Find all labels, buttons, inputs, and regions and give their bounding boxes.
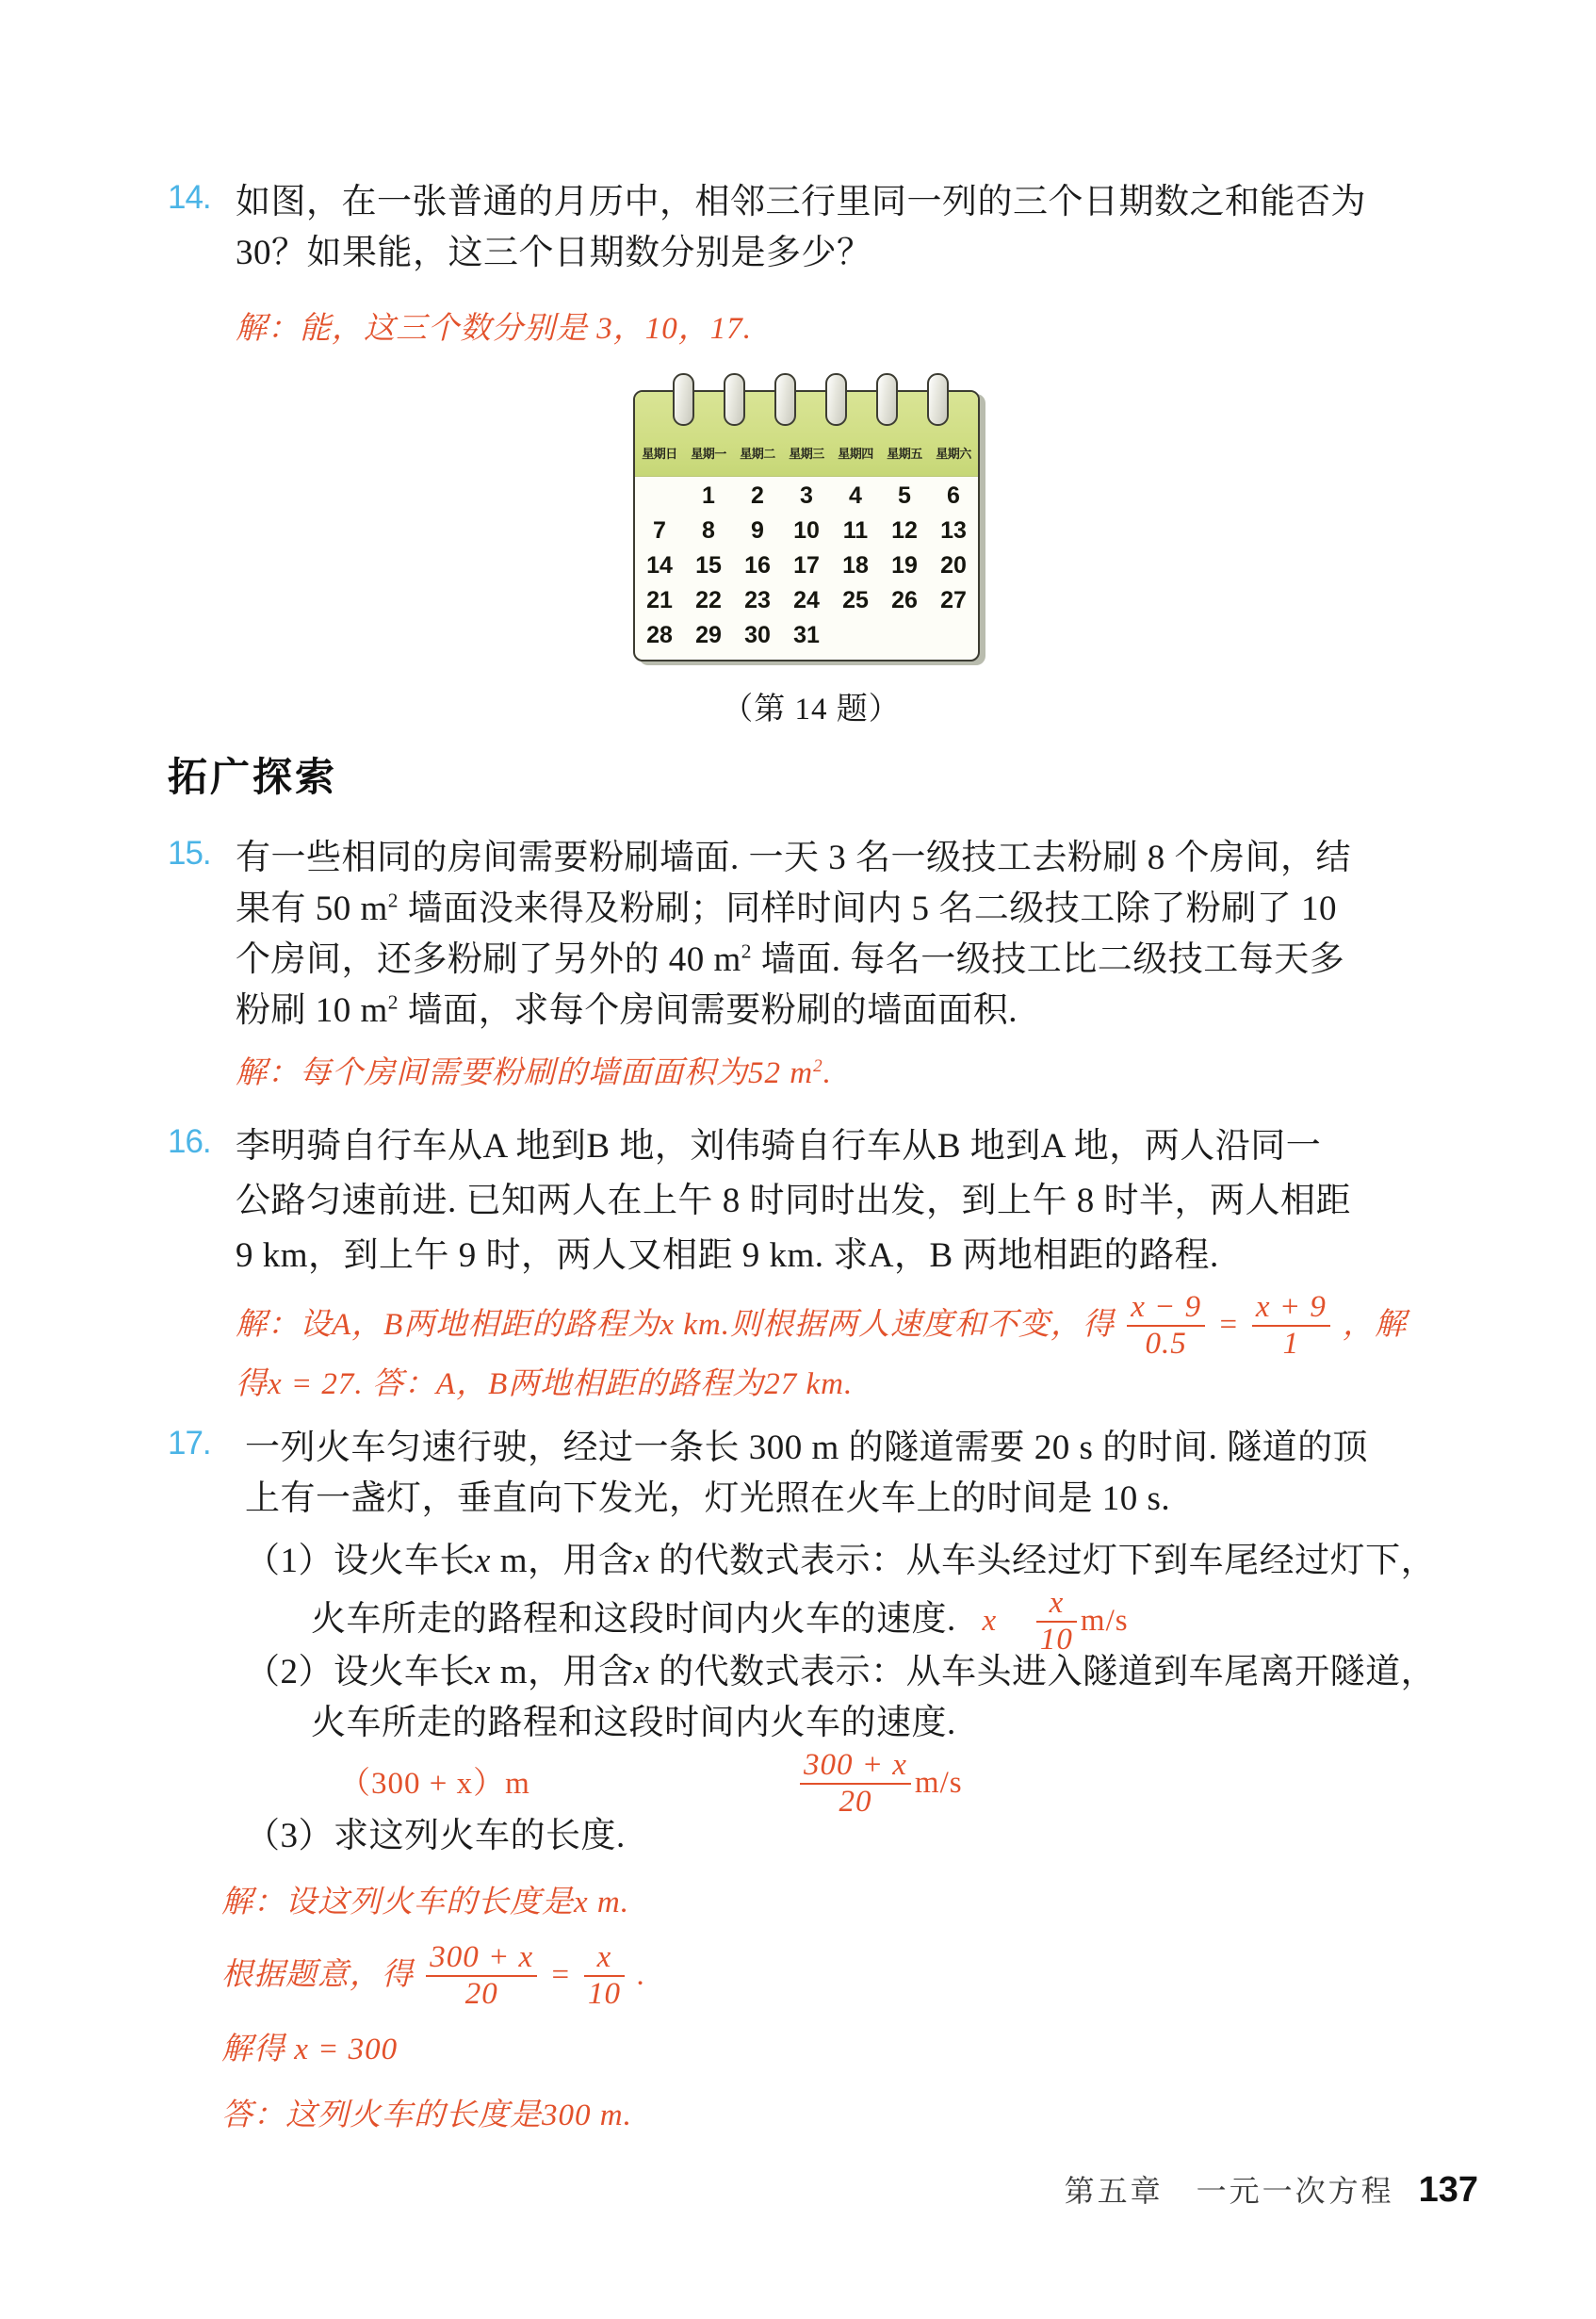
question-17-line-2: 上有一盏灯，垂直向下发光，灯光照在火车上的时间是 10 s. (245, 1479, 1171, 1518)
calendar-day: 1 (702, 482, 715, 509)
calendar-day: 5 (898, 482, 911, 509)
question-17-sub1-line-1 (245, 1536, 1436, 1587)
q15-l3-b: 墙面. 每名一级技工比二级技工每天多 (752, 940, 1345, 979)
q16-ans-a: 解：设A，B两地相距的路程为 (236, 1308, 660, 1343)
sub2-speed-unit: m/s (914, 1766, 963, 1801)
sub2-b: m，用含 (490, 1653, 634, 1691)
sub2-c: 的代数式表示：从车头进入隧道到车尾离开隧道， (649, 1653, 1437, 1691)
sub2-var-2: x (633, 1653, 650, 1691)
calendar-day: 21 (646, 587, 673, 613)
fraction-x-over-10 (1036, 1587, 1077, 1656)
sub1-answer-speed (1033, 1586, 1129, 1657)
calendar-day-grid (635, 482, 978, 649)
fraction-300-plus-x-over-20 (800, 1749, 911, 1818)
fraction-denominator: 10 (1039, 1622, 1073, 1657)
sub1-l2: 火车所走的路程和这段时间内火车的速度. (311, 1600, 956, 1640)
question-16-answer-line-1 (236, 1290, 1408, 1362)
question-17-answer-line-4: 答：这列火车的长度是300 m. (221, 2099, 632, 2132)
weekday-mon: 星期一 (691, 447, 726, 461)
question-14-line-1: 如图，在一张普通的月历中，相邻三行里同一列的三个日期数之和能否为 (236, 183, 1366, 221)
sub1-speed-unit: m/s (1080, 1604, 1129, 1639)
weekday-sat: 星期六 (936, 447, 971, 461)
calendar-day: 26 (891, 587, 918, 613)
fraction-300-plus-x-over-20 (426, 1941, 537, 2010)
calendar-day: 22 (695, 587, 722, 613)
equals-sign: = (1217, 1308, 1240, 1343)
question-17-sub3-line-1 (245, 1811, 626, 1862)
fraction-numerator: x (1036, 1587, 1077, 1623)
fraction-x-minus-9-over-0-5 (1127, 1291, 1205, 1360)
calendar-day: 11 (842, 517, 869, 544)
fraction-denominator: 0.5 (1145, 1326, 1187, 1361)
sub2-answer-speed (796, 1748, 963, 1820)
question-16-answer-line-2 (236, 1359, 853, 1403)
question-15-answer (236, 1048, 832, 1092)
weekday-tue: 星期二 (740, 447, 775, 461)
calendar-day: 2 (751, 482, 764, 509)
weekday-wed: 星期三 (789, 447, 824, 461)
calendar-day: 14 (646, 552, 673, 579)
calendar-day: 19 (891, 552, 918, 579)
calendar-day: 23 (744, 587, 771, 613)
question-15-line-2 (236, 884, 1337, 935)
question-14-line-2: 30？如果能，这三个日期数分别是多少？ (236, 234, 872, 272)
calendar-day: 4 (849, 482, 862, 509)
fraction-denominator: 10 (587, 1976, 621, 2011)
calendar-day: 25 (842, 587, 869, 613)
q15-ans-sup: 2 (813, 1056, 823, 1076)
q15-ans-a: 解：每个房间需要粉刷的墙面面积为52 m (236, 1056, 814, 1090)
fraction-x-over-10 (584, 1941, 625, 2010)
sub2-var-1: x (475, 1653, 491, 1691)
calendar-day: 16 (744, 552, 771, 579)
calendar-day: 15 (695, 552, 722, 579)
calendar-day: 18 (842, 552, 869, 579)
weekday-thu: 星期四 (838, 447, 873, 461)
question-14-answer: 解：能，这三个数分别是 3，10，17. (236, 312, 752, 346)
section-heading: 拓广探索 (168, 755, 338, 799)
sub2-answer-distance: （300 + x）m (339, 1767, 530, 1801)
q17-ans-var: x (574, 1886, 589, 1919)
q17-ans3-var: x (294, 2033, 309, 2066)
question-15-line-4 (236, 986, 1018, 1037)
calendar-day (880, 622, 929, 649)
question-17-line-1: 一列火车匀速行驶，经过一条长 300 m 的隧道需要 20 s 的时间. 隧道的顶 (245, 1429, 1369, 1467)
fraction-numerator: 300 + x (426, 1941, 537, 1977)
q17-ans-a: 解：设这列火车的长度是 (221, 1886, 574, 1919)
calendar-day: 30 (744, 622, 771, 648)
question-16-line-1: 李明骑自行车从A 地到B 地，刘伟骑自行车从B 地到A 地，两人沿同一 (236, 1127, 1322, 1166)
q17-ans3-b: = 300 (308, 2033, 399, 2066)
question-17-number: 17. (168, 1425, 211, 1462)
q16-ans-b: km.则根据两人速度和不变，得 (674, 1308, 1115, 1343)
calendar-day (635, 482, 684, 510)
sub1-var-1: x (475, 1542, 491, 1580)
fraction-numerator: x + 9 (1252, 1291, 1330, 1327)
question-15-number: 15. (168, 835, 211, 872)
fraction-denominator: 20 (464, 1976, 498, 2011)
calendar-header-band (635, 392, 978, 477)
sub2-label: （2） (245, 1653, 334, 1691)
weekday-sun: 星期日 (642, 447, 677, 461)
fraction-x-plus-9-over-1 (1252, 1291, 1330, 1360)
page-footer (0, 2167, 1596, 2211)
calendar-day: 8 (702, 517, 715, 544)
calendar-day: 7 (653, 517, 666, 544)
q17-ans2-a: 根据题意，得 (221, 1958, 414, 1993)
question-15-line-1: 有一些相同的房间需要粉刷墙面. 一天 3 名一级技工去粉刷 8 个房间，结 (236, 839, 1351, 877)
question-15-line-3 (236, 935, 1344, 986)
question-17-answer-line-2 (221, 1940, 646, 2012)
sub1-var-2: x (633, 1542, 650, 1580)
calendar-day: 31 (793, 622, 820, 648)
sub3-text: 求这列火车的长度. (334, 1817, 626, 1855)
calendar-day: 28 (646, 622, 673, 648)
question-17-sub2-line-2: 火车所走的路程和这段时间内火车的速度. (311, 1704, 956, 1742)
fraction-denominator: 20 (839, 1784, 872, 1819)
q16-ans2-a: 得 (236, 1367, 268, 1401)
q16-ans-var: x (660, 1308, 675, 1343)
question-16-number: 16. (168, 1123, 211, 1160)
q16-ans2-b: = 27. 答：A，B两地相距的路程为27 km. (282, 1367, 854, 1401)
calendar-day: 10 (793, 517, 820, 544)
calendar-day: 27 (940, 587, 967, 613)
calendar-figure (633, 373, 989, 727)
q15-l3-a: 个房间，还多粉刷了另外的 40 m (236, 940, 741, 979)
weekday-fri: 星期五 (887, 447, 922, 461)
fraction-numerator: x (584, 1941, 625, 1977)
calendar-body (633, 390, 980, 661)
calendar-day: 6 (947, 482, 960, 509)
q15-ans-b: . (822, 1056, 832, 1090)
fraction-numerator: 300 + x (800, 1749, 911, 1785)
sub1-c: 的代数式表示：从车头经过灯下到车尾经过灯下， (649, 1542, 1437, 1580)
footer-chapter-title: 第五章 一元一次方程 (1064, 2174, 1394, 2208)
sub1-a: 设火车长 (334, 1542, 475, 1580)
sub2-a: 设火车长 (334, 1653, 475, 1691)
page-number: 137 (1418, 2170, 1478, 2210)
q15-l4-b: 墙面，求每个房间需要粉刷的墙面面积. (399, 991, 1018, 1030)
q15-l4-sup: 2 (387, 990, 399, 1014)
sub1-b: m，用含 (490, 1542, 634, 1580)
sub3-label: （3） (245, 1817, 334, 1855)
q15-l4-a: 粉刷 10 m (236, 991, 388, 1030)
q16-ans-c: ，解 (1343, 1308, 1408, 1343)
q17-ans3-a: 解得 (221, 2033, 295, 2066)
question-17-answer-line-1 (221, 1877, 629, 1921)
sub1-label: （1） (245, 1542, 334, 1580)
sub1-answer-distance: x (982, 1604, 998, 1639)
calendar-weekday-row (635, 444, 978, 462)
calendar-day: 9 (751, 517, 764, 544)
calendar-day (929, 622, 978, 649)
calendar-day: 17 (793, 552, 820, 579)
calendar-day: 29 (695, 622, 722, 648)
q15-l2-sup: 2 (387, 889, 399, 912)
calendar-day: 13 (940, 517, 967, 544)
calendar-day (831, 622, 880, 649)
q15-l3-sup: 2 (741, 939, 753, 963)
question-14-number: 14. (168, 179, 211, 216)
fraction-numerator: x − 9 (1127, 1291, 1205, 1327)
q15-l2-b: 墙面没来得及粉刷；同样时间内 5 名二级技工除了粉刷了 10 (399, 890, 1338, 928)
question-17-answer-line-3 (221, 2024, 398, 2068)
question-17-sub2-line-1 (245, 1647, 1436, 1698)
equals-sign: = (549, 1958, 572, 1993)
q16-ans2-var: x (268, 1367, 283, 1401)
question-16-line-3: 9 km，到上午 9 时，两人又相距 9 km. 求A，B 两地相距的路程. (236, 1236, 1219, 1275)
figure-caption: （第 14 题） (722, 693, 901, 727)
q15-l2-a: 果有 50 m (236, 890, 388, 928)
question-16-line-2: 公路匀速前进. 已知两人在上午 8 时同时出发，到上午 8 时半，两人相距 (236, 1182, 1351, 1220)
q17-ans-b: m. (588, 1886, 629, 1919)
fraction-denominator: 1 (1282, 1326, 1300, 1361)
q17-ans2-b: . (637, 1958, 646, 1993)
calendar-day: 20 (940, 552, 967, 579)
calendar-day: 3 (800, 482, 813, 509)
calendar-day: 12 (891, 517, 918, 544)
calendar-day: 24 (793, 587, 820, 613)
